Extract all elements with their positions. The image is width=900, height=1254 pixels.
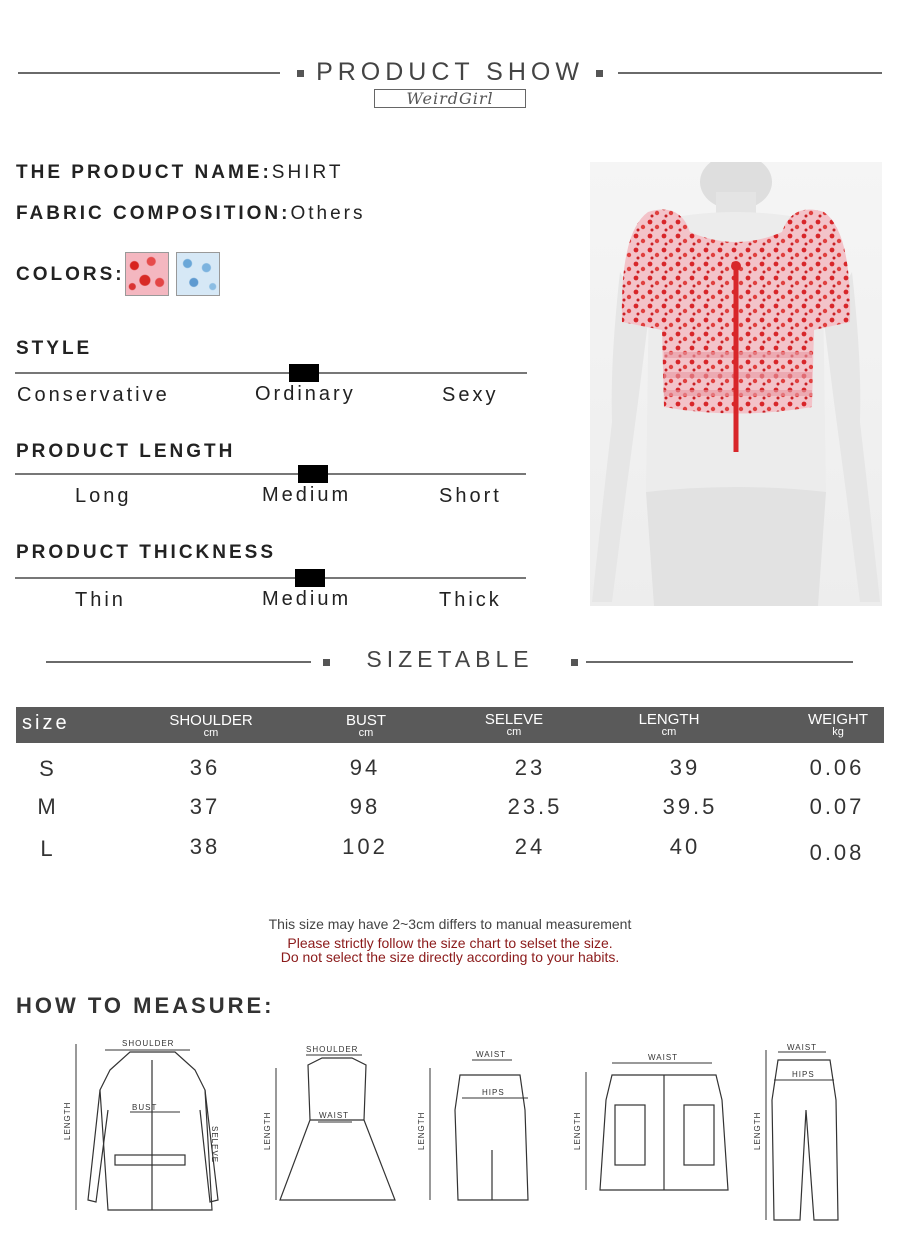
- pants-hips-label: HIPS: [792, 1070, 815, 1079]
- header-shoulder-label: SHOULDER: [169, 712, 253, 729]
- style-title: STYLE: [16, 338, 93, 359]
- cell-weight: 0.08: [809, 840, 865, 865]
- cell-length: 39.5: [662, 794, 718, 819]
- skirt-hips-label: HIPS: [482, 1088, 505, 1097]
- fabric-row: [16, 203, 365, 225]
- size-table-header: [16, 707, 884, 743]
- cell-weight: 0.06: [809, 755, 865, 780]
- thickness-title: PRODUCT THICKNESS: [16, 542, 277, 563]
- header-length-unit: cm: [661, 726, 677, 738]
- product-name-value: SHIRT: [271, 162, 344, 183]
- page-title: PRODUCT SHOW: [316, 58, 584, 86]
- header-seleve: [464, 712, 564, 738]
- thickness-scale-line: [15, 577, 526, 579]
- cell-shoulder: 37: [189, 794, 221, 819]
- product-photo: [590, 162, 882, 606]
- jacket-bust-label: BUST: [132, 1103, 158, 1112]
- pants-waist-label: WAIST: [787, 1043, 818, 1052]
- product-name-label: THE PRODUCT NAME:: [16, 162, 272, 183]
- cell-length: 39: [669, 755, 701, 780]
- dress-shoulder-label: SHOULDER: [306, 1045, 359, 1054]
- brand-logo: WeirdGirl: [374, 89, 526, 108]
- thickness-option-thin: Thin: [75, 589, 126, 611]
- cell-shoulder: 36: [189, 755, 221, 780]
- product-name-row: [16, 162, 343, 184]
- fabric-label: FABRIC COMPOSITION:: [16, 203, 291, 224]
- length-option-medium: Medium: [262, 484, 352, 506]
- skirt-length-label: LENGTH: [417, 1111, 426, 1150]
- cell-length: 40: [669, 834, 701, 859]
- header-bust-label: BUST: [345, 712, 386, 729]
- cell-bust: 94: [349, 755, 381, 780]
- cell-bust: 98: [349, 794, 381, 819]
- cell-seleve: 23.5: [507, 794, 563, 819]
- shorts-waist-label: WAIST: [648, 1053, 679, 1062]
- shorts-length-label: LENGTH: [573, 1111, 582, 1150]
- style-scale-line: [15, 372, 527, 374]
- thickness-marker: [295, 569, 325, 587]
- cell-size: L: [40, 836, 56, 861]
- sizetable-rule-right: [586, 661, 853, 663]
- note-habits: Do not select the size directly according to your habits.: [280, 949, 620, 965]
- header-weight-unit: kg: [832, 726, 844, 738]
- header-length-label: LENGTH: [638, 711, 700, 728]
- header-size: size: [22, 712, 70, 734]
- cell-weight: 0.07: [809, 794, 865, 819]
- header-bullet-right: [596, 70, 603, 77]
- sizetable-title: SIZETABLE: [366, 646, 534, 672]
- note-measurement: This size may have 2~3cm differs to manual measurement: [268, 916, 632, 932]
- jacket-shoulder-label: SHOULDER: [122, 1039, 175, 1048]
- header-shoulder: [156, 713, 266, 739]
- mannequin-illustration: [590, 162, 882, 606]
- cell-seleve: 23: [514, 755, 546, 780]
- jacket-length-label: LENGTH: [63, 1101, 72, 1140]
- length-title: PRODUCT LENGTH: [16, 441, 236, 462]
- cell-size: S: [39, 756, 57, 781]
- style-option-sexy: Sexy: [442, 384, 499, 406]
- jacket-sleeve-label: SELEVE: [210, 1126, 219, 1164]
- header-seleve-unit: cm: [506, 726, 522, 738]
- thickness-option-thick: Thick: [439, 589, 502, 611]
- note-follow-chart: Please strictly follow the size chart to selset the size.: [287, 935, 613, 951]
- length-option-short: Short: [439, 485, 502, 507]
- dress-waist-label: WAIST: [319, 1111, 350, 1120]
- dress-length-label: LENGTH: [263, 1111, 272, 1150]
- header-rule-right: [618, 72, 882, 74]
- fabric-value: Others: [290, 203, 366, 224]
- color-swatch-blue[interactable]: [176, 252, 220, 296]
- length-scale-line: [15, 473, 526, 475]
- header-shoulder-unit: cm: [203, 727, 219, 739]
- pants-length-label: LENGTH: [753, 1111, 762, 1150]
- header-length: [619, 712, 719, 738]
- colors-label: COLORS:: [16, 264, 125, 285]
- header-bust-unit: cm: [358, 727, 374, 739]
- color-swatch-red[interactable]: [125, 252, 169, 296]
- cell-seleve: 24: [514, 834, 546, 859]
- skirt-waist-label: WAIST: [476, 1050, 507, 1059]
- style-option-ordinary: Ordinary: [255, 383, 356, 405]
- measure-diagrams: [0, 1030, 900, 1230]
- sizetable-bullet-right: [571, 659, 578, 666]
- header-weight: [788, 712, 888, 738]
- header-seleve-label: SELEVE: [484, 711, 544, 728]
- header-weight-label: WEIGHT: [808, 711, 868, 728]
- cell-size: M: [37, 794, 59, 819]
- how-to-measure-title: HOW TO MEASURE:: [16, 993, 275, 1018]
- length-marker: [298, 465, 328, 483]
- style-option-conservative: Conservative: [17, 384, 170, 406]
- length-option-long: Long: [75, 485, 132, 507]
- thickness-option-medium: Medium: [262, 588, 352, 610]
- style-marker: [289, 364, 319, 382]
- cell-bust: 102: [342, 834, 388, 859]
- header-bust: [316, 713, 416, 739]
- cell-shoulder: 38: [189, 834, 221, 859]
